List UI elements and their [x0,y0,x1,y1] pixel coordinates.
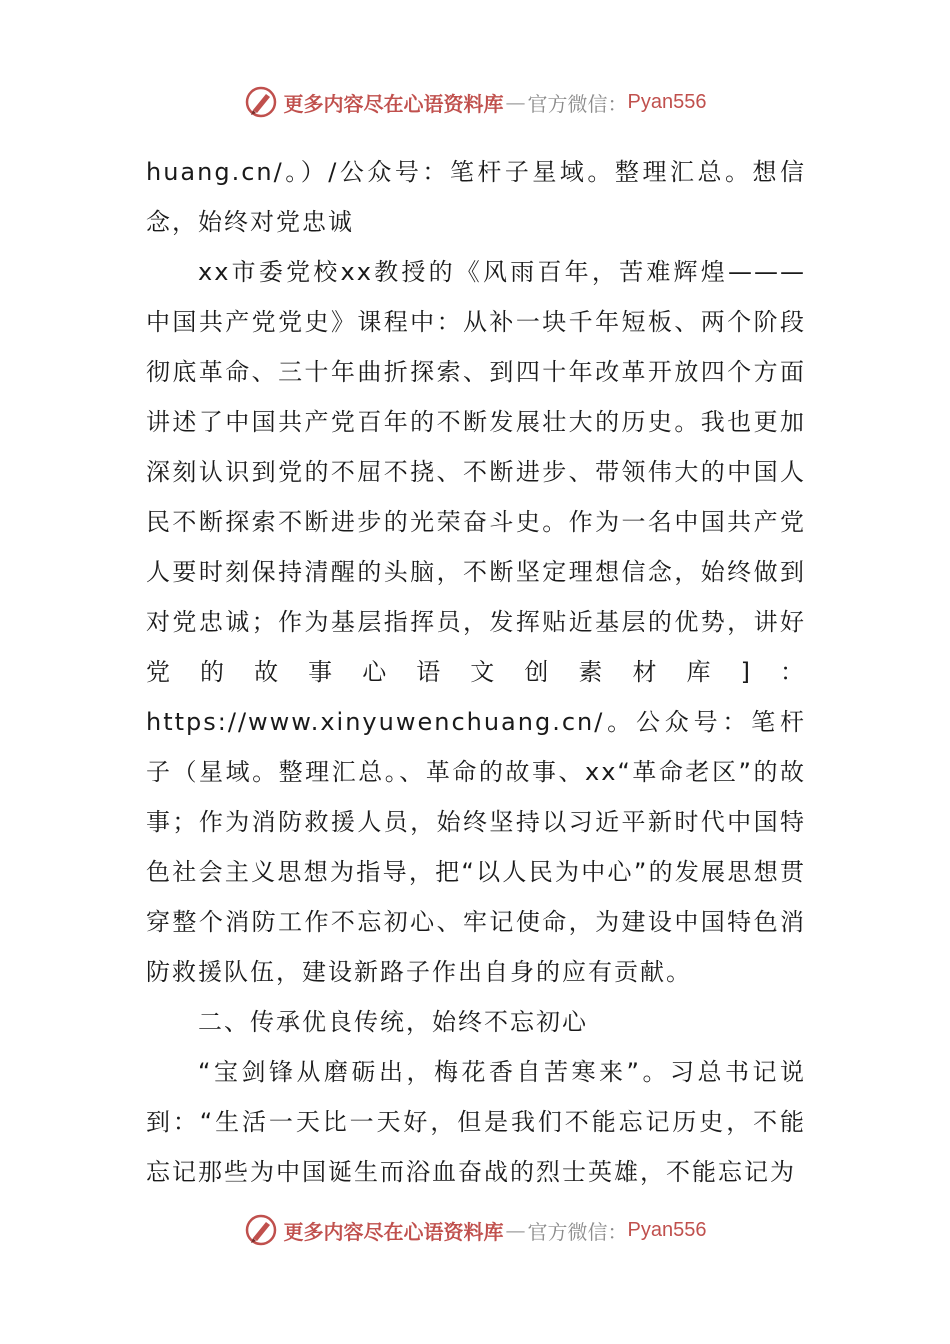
document-body [146,147,806,1197]
header-wechat-label: 官方微信： [527,91,628,116]
header-wechat-id: Pyan556 [627,90,707,113]
footer-dash: — [505,1218,526,1242]
footer-wechat-id: Pyan556 [627,1218,707,1241]
footer-tagline: 更多内容尽在心语资料库 [283,1219,504,1244]
paragraph-quote: “宝剑锋从磨砺出，梅花香自苦寒来”。习总书记说到：“生活一天比一天好，但是我们不能忘记历史，不能忘记那些为中国诞生而浴血奋战的烈士英雄，不能忘记为 [146,1058,806,1186]
footer-banner [0,1210,950,1250]
header-banner [0,82,950,122]
footer-wechat-label: 官方微信： [527,1219,628,1244]
header-tagline: 更多内容尽在心语资料库 [283,91,504,116]
pen-nib-logo-icon [244,1213,278,1247]
paragraph-party-history: xx市委党校xx教授的《风雨百年，苦难辉煌———中国共产党党史》课程中：从补一块千年短板、两个阶段彻底革命、三十年曲折探索、到四十年改革开放四个方面讲述了中国共产党百年的不断发展壮大的历史。我也更加深刻认识到党的不屈不挠、不断进步、带领伟大的中国人民不断探索不断进步的光荣奋斗史。作为一名中国共产党人要时刻保持清醒的头脑，不断坚定理想信念，始终做到对党忠诚；作为基层指挥员，发挥贴近基层的优势，讲好党的故事心语文创素材库]：https://www.xinyuwenchuang.cn/。公众号：笔杆子（星域。整理汇总。、革命的故事、xx“革命老区”的故事；作为消防救援人员，始终坚持以习近平新时代中国特色社会主义思想为指导，把“以人民为中心”的发展思想贯穿整个消防工作不忘初心、牢记使命，为建设中国特色消防救援队伍，建设新路子作出自身的应有贡献。 [146,258,806,986]
pen-nib-logo-icon [244,85,278,119]
paragraph-continuation: huang.cn/。）/公众号：笔杆子星域。整理汇总。想信念，始终对党忠诚 [146,158,806,236]
section-heading: 二、传承优良传统，始终不忘初心 [198,1008,588,1036]
header-dash: — [505,90,526,114]
